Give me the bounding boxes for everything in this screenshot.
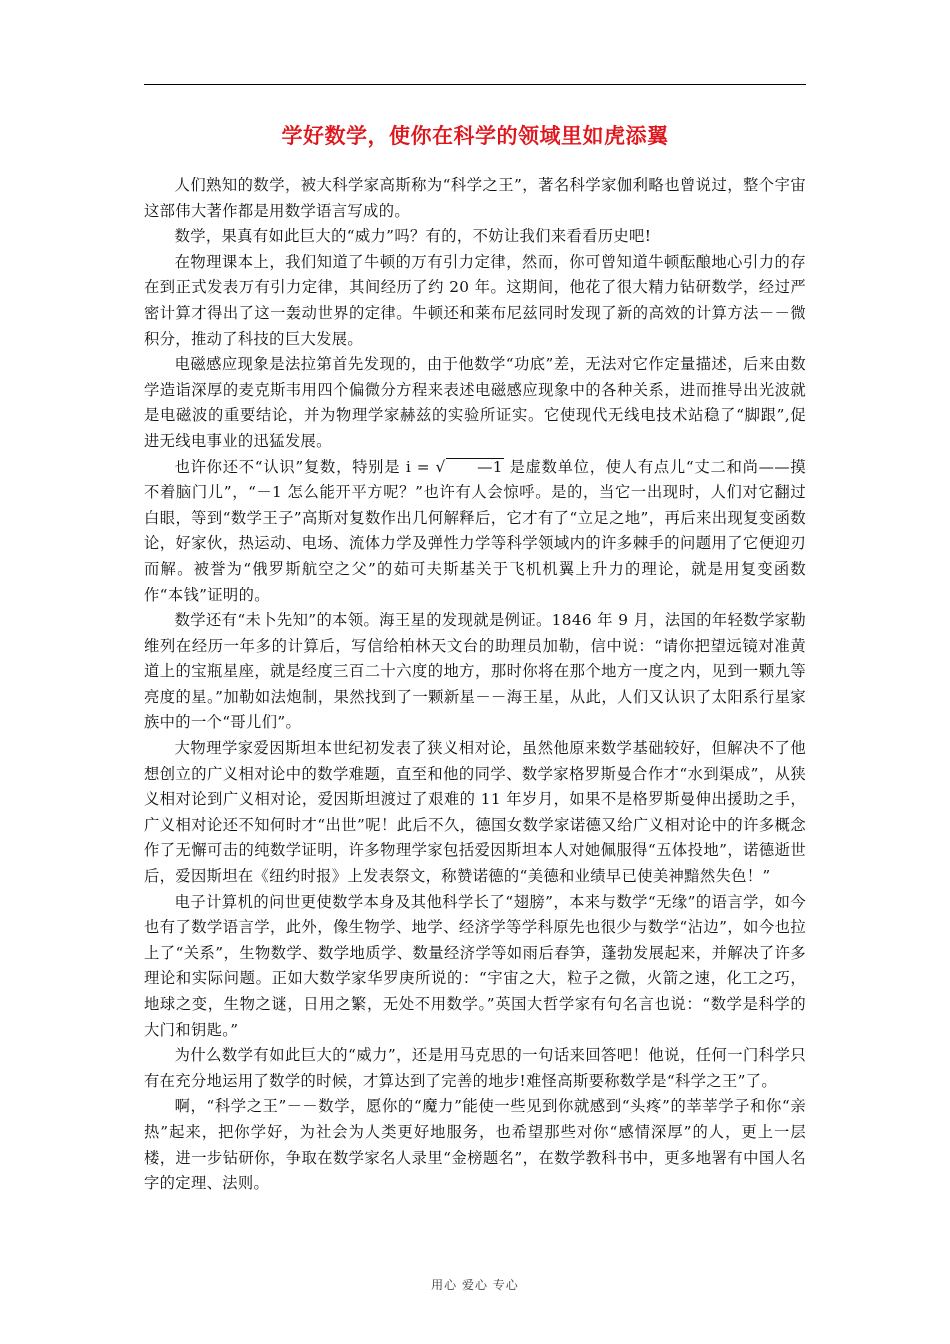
paragraph-9: 为什么数学有如此巨大的“威力”，还是用马克思的一句话来回答吧！他说，任何一门科学只有在充分地运用了数学的时候，才算达到了完善的地步!难怪高斯要称数学是“科学之王”了。 — [144, 1046, 806, 1090]
paragraph-2: 数学，果真有如此巨大的“威力”吗？有的，不妨让我们来看看历史吧! — [174, 227, 652, 246]
page-title: 学好数学，使你在科学的领域里如虎添翼 — [281, 123, 669, 148]
complex-text-before: 也许你还不“认识”复数，特别是 i = √ — [174, 457, 446, 476]
paragraph-6: 数学还有“未卜先知”的本领。海王星的发现就是例证。1846 年 9 月，法国的年轻数学家勒维列在经历一年多的计算后，写信给柏林天文台的助理员加勒，信中说：“请你把望远镜对准黄道上的宝瓶星座，就是经度三百二十六度的地方，那时你将在那个地方一度之内，见到一颗九等亮度的星。”加勒如法炮制，果然找到了一颗新星－－海王星，从此，人们又认识了太阳系行星家族中的一个“哥儿们”。 — [144, 611, 806, 732]
paragraph-8: 电子计算机的问世更使数学本身及其他科学长了“翅膀”，本来与数学“无缘”的语言学，如今也有了数学语言学，此外，像生物学、地学、经济学等学科原先也很少与数学“沾边”，如今也拉上了“关系”，生物数学、数学地质学、数量经济学等如雨后春笋，蓬勃发展起来，并解决了许多理论和实际问题。正如大数学家华罗庚所说的：“宇宙之大，粒子之微，火箭之速，化工之巧，地球之变，生物之谜，日用之繁，无处不用数学。”英国大哲学家有句名言也说：“数学是科学的大门和钥匙。” — [144, 892, 806, 1039]
paragraph-4: 电磁感应现象是法拉第首先发现的，由于他数学“功底”差，无法对它作定量描述，后来由数学造诣深厚的麦克斯韦用四个偏微分方程来表述电磁感应现象中的各种关系，进而推导出光波就是电磁波的重要结论，并为物理学家赫兹的实验所证实。它使现代无线电技术站稳了“脚跟”,促进无线电事业的迅猛发展。 — [144, 355, 806, 450]
paragraph-10: 啊，“科学之王”－－数学，愿你的“魔力”能使一些见到你就感到“头疼”的莘莘学子和你“亲热”起来，把你学好，为社会为人类更好地服务，也希望那些对你“感情深厚”的人，更上一层楼，进一步钻研你，争取在数学家名人录里“金榜题名”，在数学教科书中，更多地署有中国人名字的定理、法则。 — [144, 1097, 806, 1193]
complex-text-after: 是虚数单位，使人有点儿“丈二和尚——摸不着脑门儿”，“－1 怎么能开平方呢？”也许有人会惊呼。是的，当它一出现时，人们对它翻过白眼，等到“数学王子”高斯对复数作出几何解释后，它才有了“立足之地”，再后来出现复变函数论，好家伙，热运动、电场、流体力学及弹性力学等科学领域内的许多棘手的问题用了它便迎刃而解。被誉为“俄罗斯航空之父”的茹可夫斯基关于飞机机翼上升力的理论，就是用复变函数作“本钱”证明的。 — [144, 457, 806, 604]
paragraph-3: 在物理课本上，我们知道了牛顿的万有引力定律，然而，你可曾知道牛顿酝酿地心引力的存在到正式发表万有引力定律，其间经历了约 20 年。这期间，他花了很大精力钻研数学，经过严密计算才得出了这一轰动世界的定律。牛顿还和莱布尼兹同时发现了新的高效的计算方法－－微积分，推动了科技的巨大发展。 — [144, 252, 806, 348]
paragraph-7: 大物理学家爱因斯坦本世纪初发表了狭义相对论，虽然他原来数学基础较好，但解决不了他想创立的广义相对论中的数学难题，直至和他的同学、数学家格罗斯曼合作才“水到渠成”，从狭义相对论到广义相对论，爱因斯坦渡过了艰难的 11 年岁月，如果不是格罗斯曼伸出援助之手，广义相对论还不知何时才“出世”呢！此后不久，德国女数学家诺德又给广义相对论中的许多概念作了无懈可击的纯数学证明，许多物理学家包括爱因斯坦本人对她佩服得“五体投地”，诺德逝世后，爱因斯坦在《纽约时报》上发表祭文，称赞诺德的“美德和业绩早已使美神黯然失色！” — [144, 739, 806, 886]
page-footer: 用心 爱心 专心 — [431, 1278, 519, 1292]
header-rule — [144, 84, 806, 85]
square-root-radicand: —1 — [446, 458, 504, 476]
article-body — [144, 173, 806, 1197]
paragraph-1: 人们熟知的数学，被大科学家高斯称为“科学之王”，著名科学家伽利略也曾说过，整个宇宙这部伟大著作都是用数学语言写成的。 — [144, 176, 806, 220]
paragraph-5-complex-numbers — [144, 455, 806, 609]
